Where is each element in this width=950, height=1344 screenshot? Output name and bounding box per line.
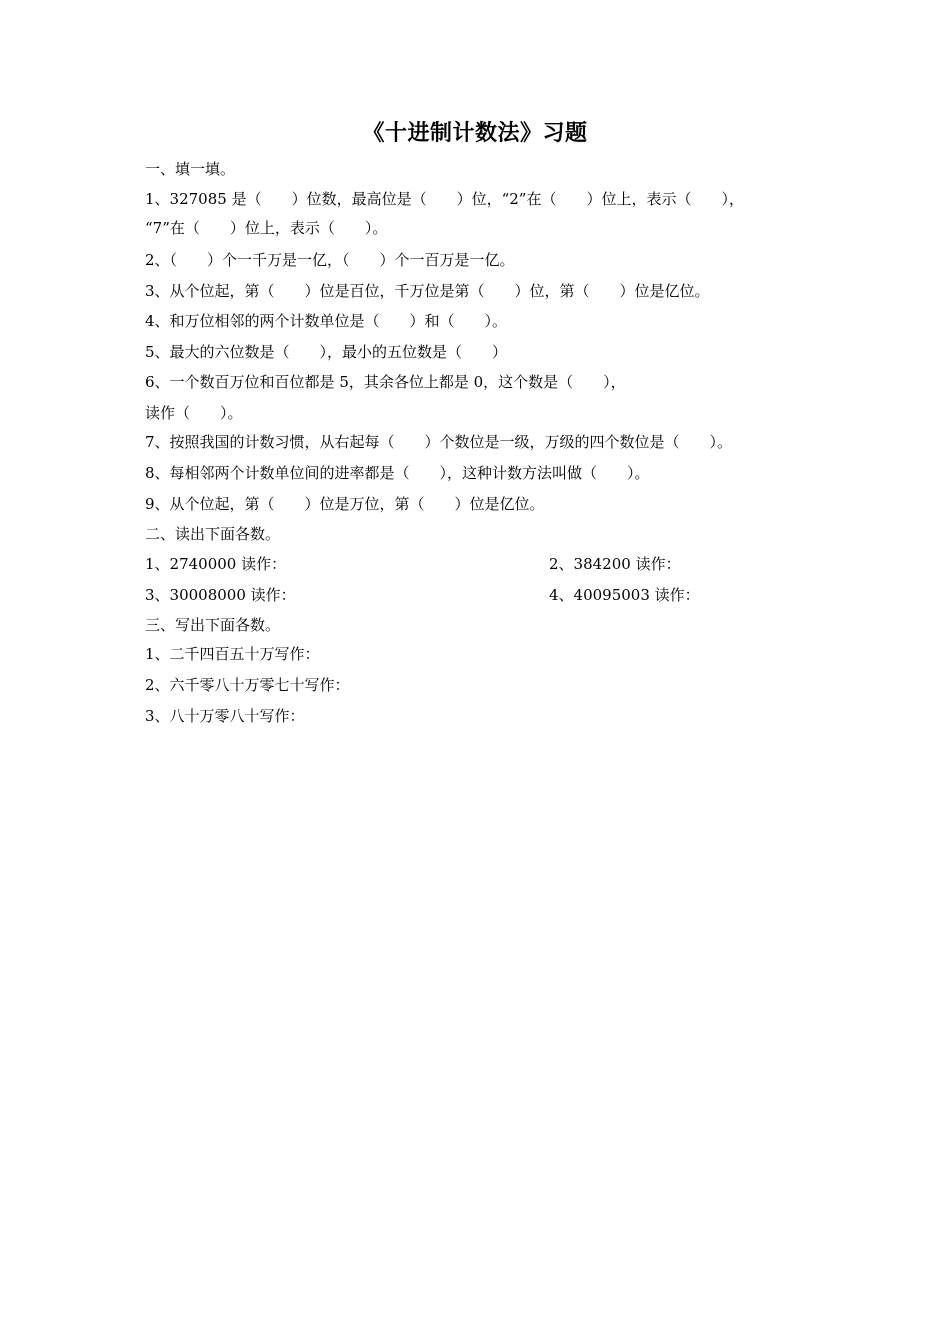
write-item-2: 2、六千零八十万零七十写作： (145, 676, 350, 694)
question-8: 8、每相邻两个计数单位间的进率都是（ ），这种计数方法叫做（ ）。 (145, 464, 650, 482)
question-3: 3、从个位起，第（ ）位是百位，千万位是第（ ）位，第（ ）位是亿位。 (145, 282, 710, 300)
question-6-line-1: 6、一个数百万位和百位都是 5，其余各位上都是 0，这个数是（ ）， (145, 373, 626, 391)
question-4: 4、和万位相邻的两个计数单位是（ ）和（ ）。 (145, 312, 508, 330)
read-item-1: 1、2740000 读作： (145, 555, 287, 573)
section-1-heading: 一、填一填。 (145, 160, 236, 178)
question-2: 2、（ ）个一千万是一亿，（ ）个一百万是一亿。 (145, 251, 515, 269)
question-6-line-2: 读作（ ）。 (145, 404, 243, 422)
page-title: 《十进制计数法》习题 (362, 121, 588, 146)
write-item-3: 3、八十万零八十写作： (145, 707, 305, 725)
question-9: 9、从个位起，第（ ）位是万位，第（ ）位是亿位。 (145, 495, 545, 513)
read-item-3: 3、30008000 读作： (145, 586, 296, 604)
question-5: 5、最大的六位数是（ ），最小的五位数是（ ） (145, 343, 508, 361)
read-item-4: 4、40095003 读作： (549, 586, 700, 604)
section-2-heading: 二、读出下面各数。 (145, 525, 281, 543)
question-1-line-1: 1、327085 是（ ）位数，最高位是（ ）位，“2”在（ ）位上，表示（ ）， (145, 190, 744, 208)
question-1-line-2: “7”在（ ）位上，表示（ ）。 (145, 219, 388, 237)
write-item-1: 1、二千四百五十万写作： (145, 645, 320, 663)
section-3-heading: 三、写出下面各数。 (145, 616, 281, 634)
question-7: 7、按照我国的计数习惯，从右起每（ ）个数位是一级，万级的四个数位是（ ）。 (145, 433, 733, 451)
read-item-2: 2、384200 读作： (549, 555, 681, 573)
